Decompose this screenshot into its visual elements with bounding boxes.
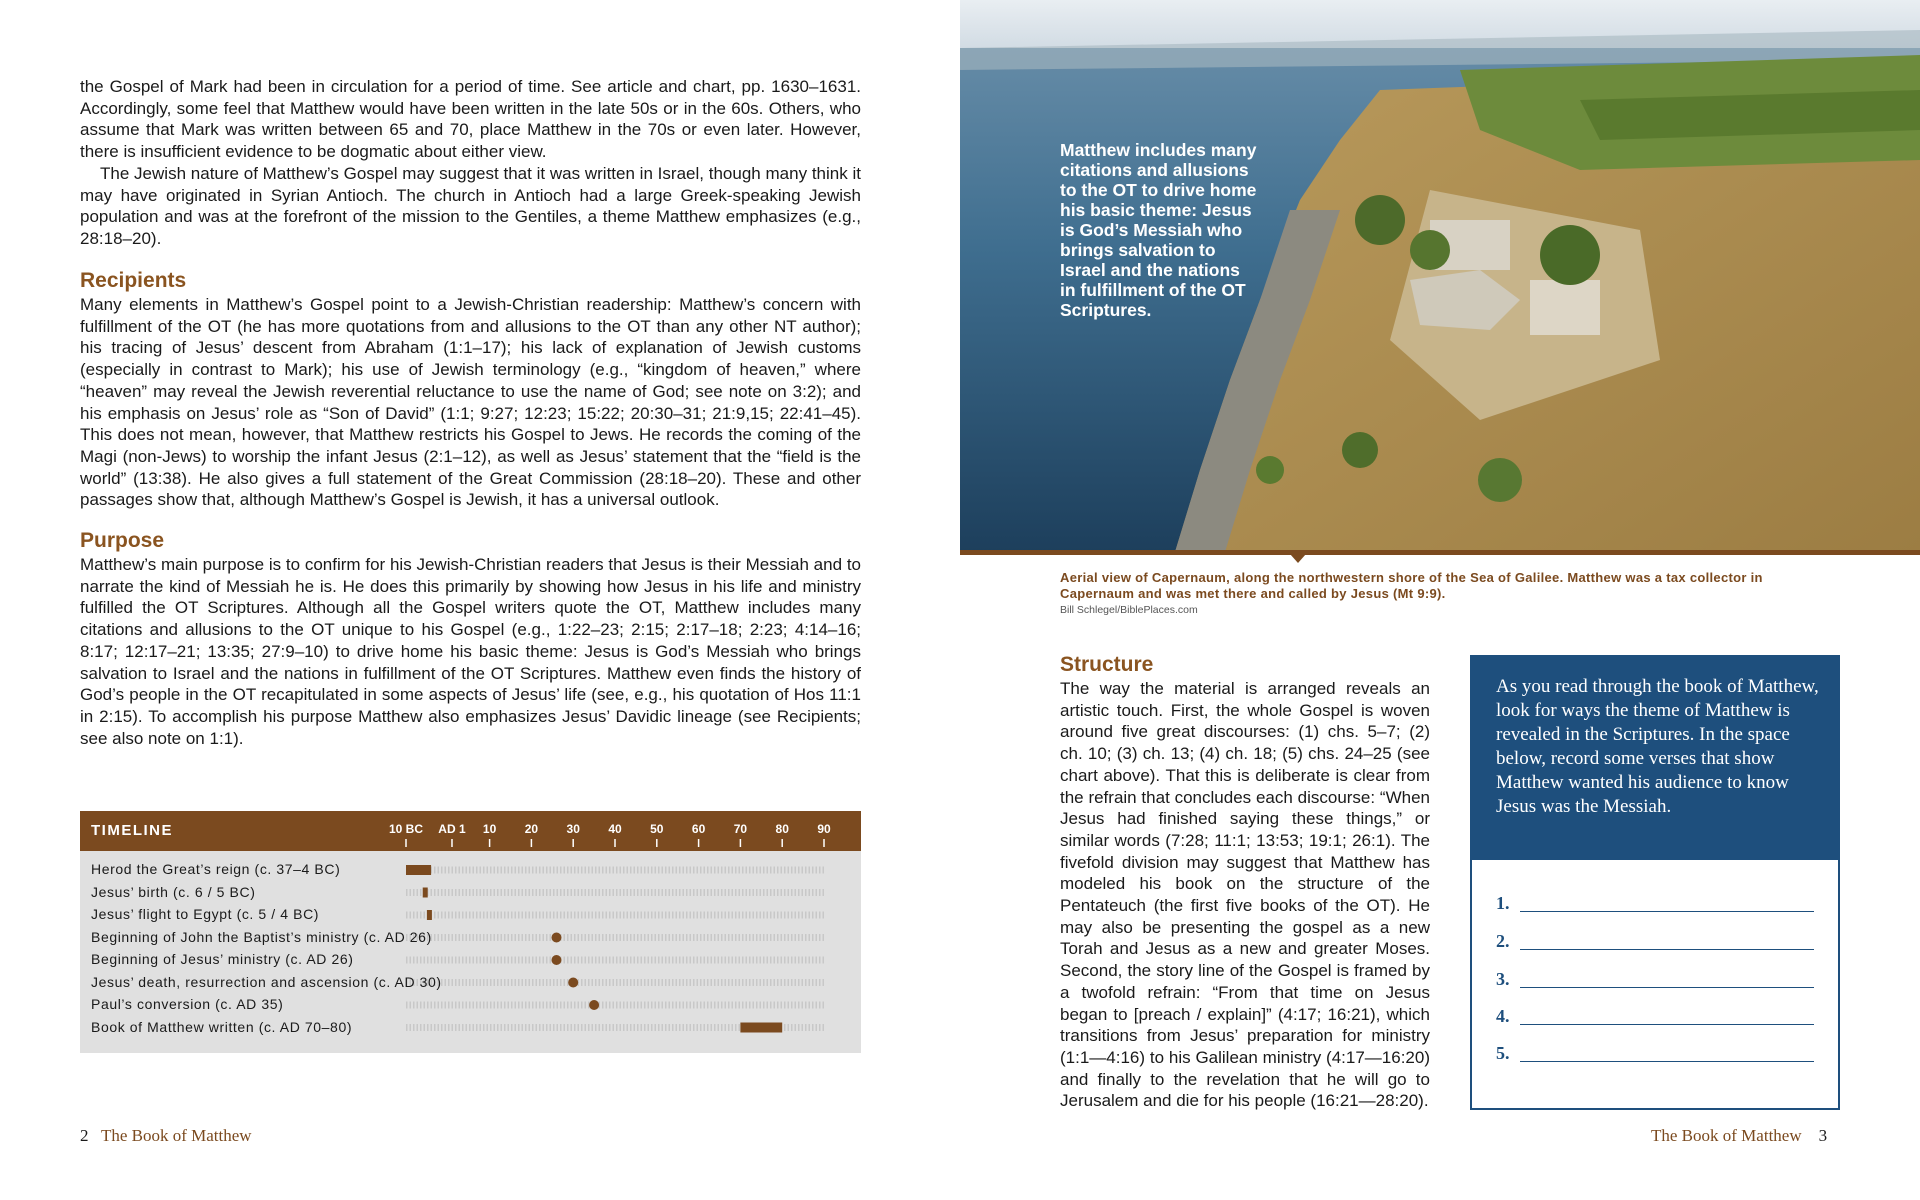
intro-text [80,76,861,250]
right-footer-title: The Book of Matthew [1651,1126,1802,1145]
answer-rule [1520,949,1814,950]
timeline-event-label: Book of Matthew written (c. AD 70–80) [91,1018,353,1035]
timeline-tick-label: 10 [482,822,497,836]
timeline-event-dot [589,1000,599,1010]
timeline-event-dot [568,978,578,988]
left-footer [80,1126,252,1146]
caption-pointer [1290,554,1306,563]
timeline-event-bar [740,1023,782,1033]
timeline-event-bar [406,865,431,875]
timeline-event-label: Jesus’ death, resurrection and ascension (c. AD 30) [91,973,442,990]
photo-divider-bar [960,550,1920,555]
photo-caption: Aerial view of Capernaum, along the northwestern shore of the Sea of Galilee. Matthew was a tax collector in Capernaum and was met there and called by Jesus (Mt 9:9). [1060,570,1763,601]
left-footer-title: The Book of Matthew [100,1126,252,1145]
answer-number: 2. [1496,931,1510,951]
timeline-tick-label: 70 [733,822,748,836]
answer-number: 1. [1496,893,1510,913]
structure-section [1060,652,1430,1112]
timeline-tick-label: AD 1 [438,822,466,836]
answer-rule [1520,911,1814,912]
answer-line-1[interactable] [1496,893,1816,917]
timeline-tick-label: 40 [608,822,622,836]
timeline-tick-label: 30 [566,822,580,836]
answer-line-5[interactable] [1496,1043,1816,1067]
timeline-event-label: Beginning of Jesus’ ministry (c. AD 26) [91,951,354,967]
recipients-text: Many elements in Matthew’s Gospel point to a Jewish-Christian readership: Matthew’s concern with fulfillment of the OT (he has more quotations from and allusions to the OT than any other NT author); his tracing of Jesus’ descent from Abraham (1:1–17); his lack of explanation of Jewish customs (especially in contrast to Mark); his use of Jewish terminology (e.g., “kingdom of heaven,” where “heaven” may reveal the Jewish reverential reluctance to use the name of God; see note on 3:2); and his emphasis on Jesus’ role as “Son of David” (1:1; 9:27; 12:23; 15:22; 20:30–31; 21:9,15; 22:41–45). This does not mean, however, that Matthew restricts his Gospel to Jews. He records the coming of the Magi (non-Jews) to worship the infant Jesus (2:1–12), as well as Jesus’ statement that the “field is the world” (13:38). He also gives a full statement of the Great Commission (28:18–20). These and other passages show that, although Matthew’s Gospel is Jewish, it has a universal outlook. [80,295,861,510]
reading-activity-box [1470,655,1840,1110]
timeline-tick-label: 60 [691,822,706,836]
timeline-tick-label: 50 [650,822,664,836]
timeline-chart [80,811,861,1053]
left-page-number: 2 [80,1126,89,1145]
timeline-event-bar [423,888,428,898]
timeline-event-dot [551,955,561,965]
answer-line-4[interactable] [1496,1006,1816,1030]
timeline-event-label: Jesus’ birth (c. 6 / 5 BC) [91,883,256,900]
timeline-event-label: Jesus’ flight to Egypt (c. 5 / 4 BC) [91,906,320,922]
right-footer [1651,1126,1827,1146]
answer-rule [1520,1061,1814,1062]
recipients-heading: Recipients [80,269,187,292]
purpose-text: Matthew’s main purpose is to confirm for his Jewish-Christian readers that Jesus is their Messiah and to narrate the kind of Messiah he is. He does this primarily by showing how Jesus in his life and ministry fulfilled the OT Scriptures. Although all the Gospel writers quote the OT, Matthew includes many citations and allusions to the OT unique to his Gospel (e.g., 1:22–23; 2:15; 2:17–18; 2:23; 4:14–16; 8:17; 12:17–21; 13:35; 27:9–10) to drive home his basic theme: Jesus is God’s Messiah who brings salvation to Israel and the nations in fulfillment of the OT Scriptures. Matthew even finds the history of God’s people in the OT recapitulated in some aspects of Jesus’ life (see, e.g., his quotation of Hos 11:1 in 2:15). To accomplish his purpose Matthew also emphasizes Jesus’ Davidic lineage (see Recipients; see also note on 1:1). [80,555,861,748]
timeline-event-label: Paul’s conversion (c. AD 35) [91,996,284,1012]
answer-number: 3. [1496,969,1510,989]
timeline-tick-label: 20 [524,822,539,836]
answer-number: 4. [1496,1006,1510,1026]
recipients-section [80,268,861,511]
answer-line-3[interactable] [1496,969,1816,993]
timeline-tick-label: 10 BC [388,822,424,836]
timeline-tick-label: 90 [817,822,831,836]
structure-text: The way the material is arranged reveals an artistic touch. First, the whole Gospel is woven around five great discourses: (1) chs. 5–7; (2) ch. 10; (3) ch. 13; (4) ch. 18; (5) chs. 24–25 (see chart above). That this is deliberate is clear from the refrain that concludes each discourse: “When Jesus had finished saying these things,” or similar words (7:28; 11:1; 13:53; 19:1; 26:1). The fivefold division may suggest that Matthew has modeled his book on the structure of the Pentateuch (the first five books of the OT). He may also be presenting the gospel as a new Torah and Jesus as a new and greater Moses. Second, the story line of the Gospel is framed by a twofold refrain: “From that time on Jesus began to [preach / explain]” (4:17; 16:21), which transitions from Jesus’ preparation for ministry (1:1—4:16) to his Galilean ministry (4:17—16:20) and finally to the revelation that he will go to Jerusalem and die for his people (16:21—28:20). [1060,679,1430,1111]
answer-rule [1520,987,1814,988]
answer-number: 5. [1496,1043,1510,1063]
intro-paragraph-2: The Jewish nature of Matthew’s Gospel may suggest that it was written in Israel, though many think it may have originated in Syrian Antioch. The church in Antioch had a large Greek-speaking Jewish population and was at the forefront of the mission to the Gentiles, a theme Matthew emphasizes (e.g., 28:18–20). [80,163,861,248]
timeline-event-label: Beginning of John the Baptist’s ministry (c. AD 26) [91,928,432,945]
reading-prompt-text: As you read through the book of Matthew, look for ways the theme of Matthew is revealed in the Scriptures. In the space below, record some verses that show Matthew wanted his audience to know Jesus was the Messiah. [1496,676,1819,817]
answer-rule [1520,1024,1814,1025]
timeline-event-label: Herod the Great’s reign (c. 37–4 BC) [91,861,341,877]
photo-overlay-text: Matthew includes many citations and allusions to the OT to drive home his basic theme: Jesus is God’s Messiah who brings salvation to Israel and the nations in fulfillment of the OT Scriptures. [1060,140,1257,320]
intro-paragraph-1: the Gospel of Mark had been in circulation for a period of time. See article and chart, pp. 1630–1631. Accordingly, some feel that Matthew would have been written in the late 50s or in the 60s. Others, who assume that Mark was written between 65 and 70, place Matthew in the 70s or even later. However, there is insufficient evidence to be dogmatic about either view. [80,77,861,162]
purpose-section [80,528,861,749]
photo-credit: Bill Schlegel/BiblePlaces.com [1060,604,1198,616]
structure-heading: Structure [1060,653,1154,676]
timeline-tick-label: 80 [775,822,789,836]
answer-line-2[interactable] [1496,931,1816,955]
right-page-number: 3 [1818,1126,1828,1145]
timeline-title: TIMELINE [91,822,173,839]
timeline-event-dot [551,933,561,943]
timeline-event-bar [427,910,432,920]
purpose-heading: Purpose [80,529,165,552]
